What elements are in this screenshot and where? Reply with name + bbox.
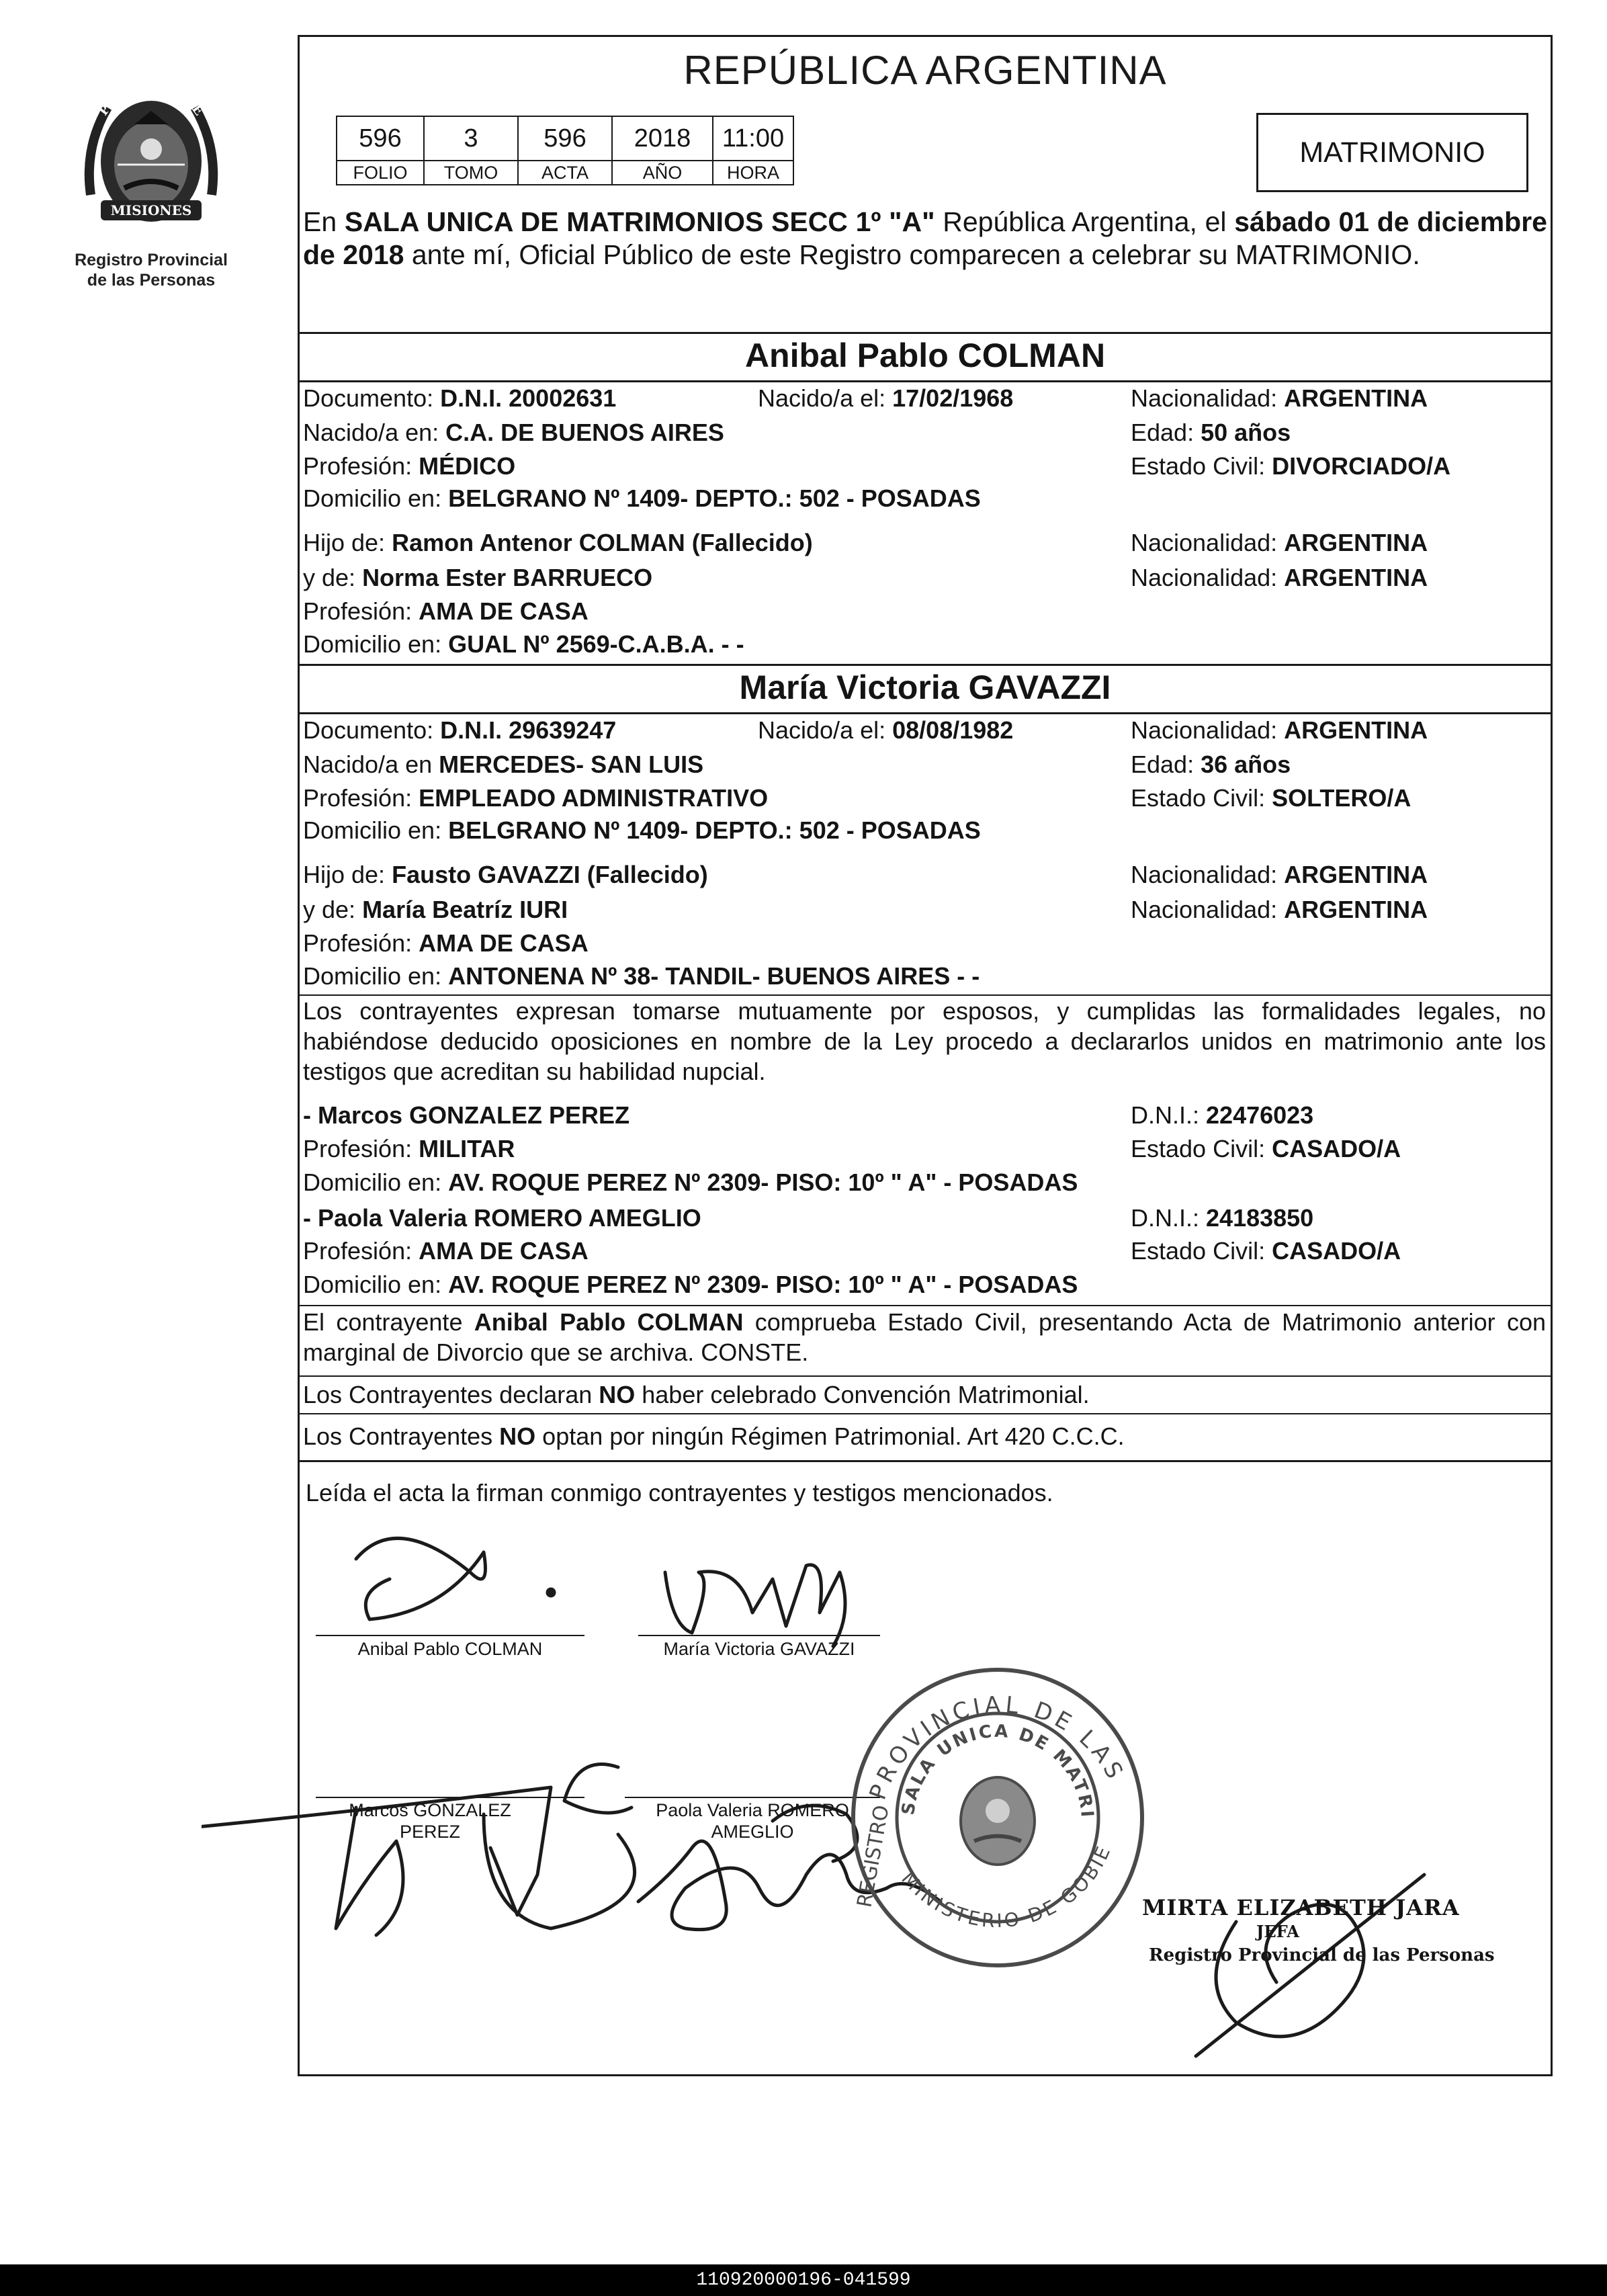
anio-label: AÑO	[612, 161, 713, 185]
tomo-label: TOMO	[424, 161, 518, 185]
groom-edad: Edad: 50 años	[1131, 419, 1291, 446]
official-name: MIRTA ELIZABETH JARA	[1142, 1895, 1460, 1920]
official-stamp	[840, 1660, 1156, 1979]
acta-value: 596	[518, 116, 612, 161]
divider	[298, 332, 1553, 334]
witness1-dni: D.N.I.: 22476023	[1131, 1101, 1314, 1129]
closing-statement: Leída el acta la firman conmigo contrayentes y testigos mencionados.	[306, 1479, 1053, 1506]
bride-padre: Hijo de: Fausto GAVAZZI (Fallecido)	[303, 861, 708, 888]
divider	[298, 1460, 1553, 1462]
folio-label: FOLIO	[337, 161, 424, 185]
bride-nacionalidad: Nacionalidad: ARGENTINA	[1131, 716, 1428, 744]
acta-label: ACTA	[518, 161, 612, 185]
intro-text-3: ante mí, Oficial Público de este Registro comparecen a celebrar su MATRIMONIO.	[404, 239, 1420, 270]
bride-nacido-en: Nacido/a en MERCEDES- SAN LUIS	[303, 751, 704, 778]
official-office: Registro Provincial de las Personas	[1149, 1945, 1495, 1965]
bride-madre: y de: María Beatríz IURI	[303, 896, 568, 923]
groom-madre: y de: Norma Ester BARRUECO	[303, 564, 653, 591]
bride-nacido-el: Nacido/a el: 08/08/1982	[758, 716, 1014, 744]
intro-paragraph	[303, 206, 1547, 271]
hora-value: 11:00	[713, 116, 793, 161]
witness2-dni: D.N.I.: 24183850	[1131, 1204, 1314, 1232]
document-type-box: MATRIMONIO	[1256, 113, 1528, 192]
tomo-value: 3	[424, 116, 518, 161]
convention-statement: Los Contrayentes declaran NO haber celebrado Convención Matrimonial.	[303, 1381, 1090, 1408]
signature-label-witness1: Marcos GONZALEZ PEREZ	[349, 1800, 511, 1842]
bride-name-heading: María Victoria GAVAZZI	[739, 669, 1111, 706]
registry-table	[336, 116, 794, 185]
signature-label-groom: Anibal Pablo COLMAN	[357, 1639, 543, 1659]
divider	[298, 1375, 1553, 1377]
bride-padre-nacionalidad: Nacionalidad: ARGENTINA	[1131, 861, 1428, 888]
witness1-estado-civil: Estado Civil: CASADO/A	[1131, 1135, 1401, 1162]
stamp-text-top: PROVINCIAL DE LAS	[864, 1691, 1130, 1803]
groom-nacionalidad: Nacionalidad: ARGENTINA	[1131, 384, 1428, 412]
bride-madre-nacionalidad: Nacionalidad: ARGENTINA	[1131, 896, 1428, 923]
regime-statement: Los Contrayentes NO optan por ningún Régimen Patrimonial. Art 420 C.C.C.	[303, 1422, 1125, 1450]
witness2-estado-civil: Estado Civil: CASADO/A	[1131, 1237, 1401, 1265]
hora-label: HORA	[713, 161, 793, 185]
intro-place: SALA UNICA DE MATRIMONIOS SECC 1º "A"	[344, 206, 935, 237]
registry-logo	[60, 74, 242, 290]
bride-documento: Documento: D.N.I. 29639247	[303, 716, 617, 744]
logo-caption-line2: de las Personas	[87, 271, 216, 290]
declaration-paragraph: Los contrayentes expresan tomarse mutuamente por esposos, y cumplidas las formalidades legales, no habiéndose deducido oposiciones en nombre de la Ley procedo a declararlos unidos en matrimonio ante los testigos que acreditan su habilidad nupcial.	[303, 997, 1546, 1085]
stamp-text-inner: SALA UNICA DE MATRI	[898, 1721, 1098, 1820]
groom-padre-nacionalidad: Nacionalidad: ARGENTINA	[1131, 529, 1428, 556]
groom-name-heading: Anibal Pablo COLMAN	[744, 337, 1106, 374]
groom-padres-domicilio: Domicilio en: GUAL Nº 2569-C.A.B.A. - -	[303, 630, 744, 658]
witness1-domicilio: Domicilio en: AV. ROQUE PEREZ Nº 2309- PISO: 10º " A" - POSADAS	[303, 1168, 1078, 1196]
registry-stamp-icon	[840, 1660, 1156, 1975]
groom-profesion: Profesión: MÉDICO	[303, 452, 516, 480]
seal-text-top: PROVINCIA DE	[95, 79, 207, 119]
province-seal-icon	[77, 74, 225, 242]
bride-padres-domicilio: Domicilio en: ANTONENA Nº 38- TANDIL- BUENOS AIRES - -	[303, 962, 980, 990]
seal-text-bottom: MISIONES	[110, 202, 192, 218]
page-title: REPÚBLICA ARGENTINA	[683, 48, 1167, 93]
intro-text-2: República Argentina, el	[935, 206, 1235, 237]
stamp-text-bottom: MINISTERIO DE GOBIE	[897, 1840, 1116, 1932]
divider	[298, 664, 1553, 666]
intro-text-1: En	[303, 206, 345, 237]
official-signature-block	[1142, 1895, 1495, 1965]
logo-caption-line1: Registro Provincial	[75, 251, 228, 269]
bride-domicilio: Domicilio en: BELGRANO Nº 1409- DEPTO.: 502 - POSADAS	[303, 816, 981, 844]
bride-madre-profesion: Profesión: AMA DE CASA	[303, 929, 589, 957]
groom-nacido-el: Nacido/a el: 17/02/1968	[758, 384, 1014, 412]
witness2-name: - Paola Valeria ROMERO AMEGLIO	[303, 1204, 701, 1232]
signature-line-bride	[638, 1635, 880, 1636]
witness1-name: - Marcos GONZALEZ PEREZ	[303, 1101, 630, 1129]
groom-padre: Hijo de: Ramon Antenor COLMAN (Fallecido)	[303, 529, 813, 556]
groom-domicilio: Domicilio en: BELGRANO Nº 1409- DEPTO.: 502 - POSADAS	[303, 484, 981, 512]
groom-estado-civil: Estado Civil: DIVORCIADO/A	[1131, 452, 1451, 480]
divider	[298, 1305, 1553, 1306]
groom-nacido-en: Nacido/a en: C.A. DE BUENOS AIRES	[303, 419, 724, 446]
groom-madre-profesion: Profesión: AMA DE CASA	[303, 597, 589, 625]
bride-edad: Edad: 36 años	[1131, 751, 1291, 778]
anio-value: 2018	[612, 116, 713, 161]
stamp-text-left: REGISTRO	[853, 1803, 894, 1910]
signature-line-witness1	[316, 1797, 584, 1798]
groom-documento: Documento: D.N.I. 20002631	[303, 384, 617, 412]
civil-status-note: El contrayente Anibal Pablo COLMAN comprueba Estado Civil, presentando Acta de Matrimonio anterior con marginal de Divorcio que se archiva. CONSTE.	[303, 1308, 1546, 1366]
footer-code: 110920000196-041599	[0, 2264, 1607, 2296]
official-title: JEFA	[1256, 1922, 1299, 1941]
intro-date: sábado 01 de diciembre de 2018	[303, 206, 1547, 270]
logo-caption	[60, 250, 242, 290]
signature-label-bride: María Victoria GAVAZZI	[663, 1639, 855, 1659]
groom-madre-nacionalidad: Nacionalidad: ARGENTINA	[1131, 564, 1428, 591]
witness2-profesion: Profesión: AMA DE CASA	[303, 1237, 589, 1265]
bride-estado-civil: Estado Civil: SOLTERO/A	[1131, 784, 1411, 812]
folio-value: 596	[337, 116, 424, 161]
signature-line-groom	[316, 1635, 584, 1636]
divider	[298, 1413, 1553, 1414]
witness1-profesion: Profesión: MILITAR	[303, 1135, 515, 1162]
signature-label-witness2: Paola Valeria ROMERO AMEGLIO	[656, 1800, 849, 1842]
witness2-domicilio: Domicilio en: AV. ROQUE PEREZ Nº 2309- PISO: 10º " A" - POSADAS	[303, 1271, 1078, 1298]
bride-profesion: Profesión: EMPLEADO ADMINISTRATIVO	[303, 784, 769, 812]
